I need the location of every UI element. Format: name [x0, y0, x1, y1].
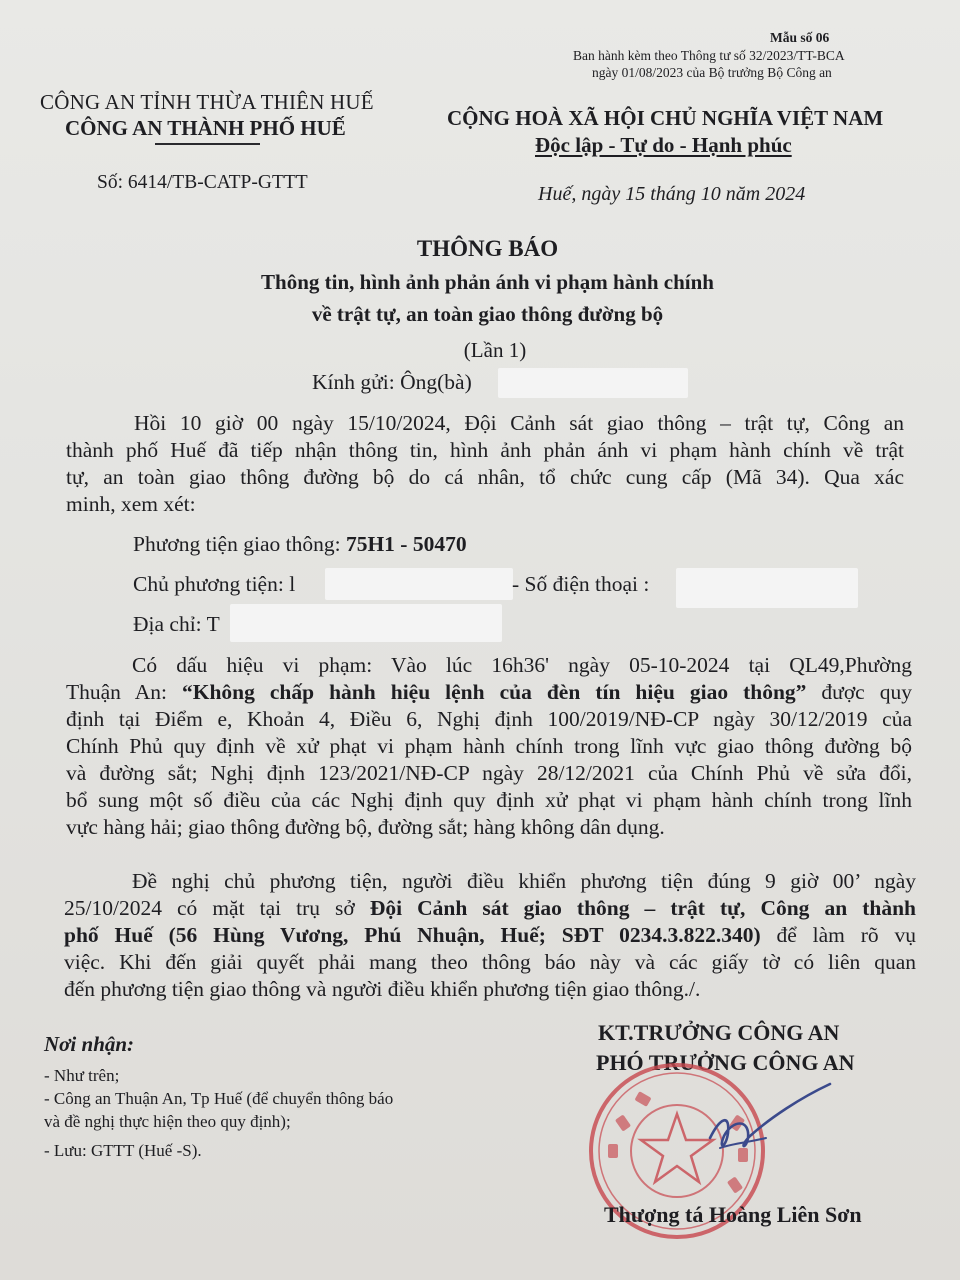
vehicle-line	[133, 532, 467, 557]
document-subtitle-1: Thông tin, hình ảnh phản ánh vi phạm hành chính	[261, 270, 714, 294]
violation-line: Có dấu hiệu vi phạm: Vào lúc 16h36' ngày 05-10-2024 tại QL49,Phường	[132, 653, 912, 677]
violation-line: bổ sung một số điều của các Nghị định quy định xử phạt vi phạm hành chính trong lĩnh	[66, 788, 912, 812]
request-unit: Đội Cảnh sát giao thông – trật tự, Công an thành	[369, 896, 916, 920]
phone-label: - Số điện thoại :	[512, 572, 650, 596]
violation-line: định tại Điểm e, Khoản 4, Điều 6, Nghị định 100/2019/NĐ-CP ngày 30/12/2019 của	[66, 707, 912, 731]
violation-location: Thuận An:	[66, 680, 182, 704]
request-date: 25/10/2024 có mặt tại trụ sở	[64, 896, 370, 920]
violation-line: và đường sắt; Nghị định 123/2021/NĐ-CP ngày 28/12/2021 của Chính Phủ về sửa đổi,	[66, 761, 912, 785]
redacted-owner-name	[325, 568, 513, 600]
document-subtitle-2: về trật tự, an toàn giao thông đường bộ	[311, 302, 664, 326]
violation-line	[66, 677, 912, 707]
form-number: Mẫu số 06	[770, 30, 830, 45]
recipients-item: - Lưu: GTTT (Huế -S).	[44, 1141, 202, 1160]
request-line	[64, 920, 916, 950]
document-round: (Lần 1)	[463, 338, 527, 362]
place-date: Huế, ngày 15 tháng 10 năm 2024	[538, 183, 806, 205]
agency-name: CÔNG AN THÀNH PHỐ HUẾ	[65, 116, 346, 140]
request-purpose: để làm rõ vụ	[760, 923, 916, 947]
vehicle-label: Phương tiện giao thông:	[133, 532, 346, 556]
intro-paragraph	[66, 408, 904, 519]
recipient-label: Kính gửi: Ông(bà)	[312, 370, 472, 394]
signature-title-1: KT.TRƯỞNG CÔNG AN	[598, 1020, 840, 1045]
violation-paragraph	[66, 650, 912, 842]
intro-line: Hồi 10 giờ 00 ngày 15/10/2024, Đội Cảnh sát giao thông – trật tự, Công an	[134, 411, 904, 435]
signer-name: Thượng tá Hoàng Liên Sơn	[604, 1202, 862, 1227]
document-number: Số: 6414/TB-CATP-GTTT	[97, 172, 308, 193]
violation-line: Chính Phủ quy định về xử phạt vi phạm hành chính trong lĩnh vực giao thông đường bộ	[66, 734, 912, 758]
nation-motto: Độc lập - Tự do - Hạnh phúc	[535, 133, 792, 157]
redacted-recipient-name	[498, 368, 688, 398]
signature-title-2: PHÓ TRƯỞNG CÔNG AN	[596, 1050, 855, 1075]
violation-line: vực hàng hải; giao thông đường bộ, đường sắt; hàng không dân dụng.	[66, 815, 665, 839]
form-issued-line2: ngày 01/08/2023 của Bộ trưởng Bộ Công an	[592, 65, 832, 80]
recipients-item: và đề nghị thực hiện theo quy định);	[44, 1112, 291, 1131]
intro-line: tự, an toàn giao thông đường bộ do cá nhân, tổ chức cung cấp (Mã 34). Qua xác	[66, 465, 904, 489]
document-title: THÔNG BÁO	[416, 236, 559, 261]
request-line: Đề nghị chủ phương tiện, người điều khiển phương tiện đúng 9 giờ 00’ ngày	[132, 869, 916, 893]
intro-line: thành phố Huế đã tiếp nhận thông tin, hình ảnh phản ánh vi phạm hành chính về trật	[66, 438, 904, 462]
address-visible-char: T	[206, 612, 220, 636]
address-label: Địa chỉ:	[133, 612, 207, 636]
recipients-item: - Như trên;	[44, 1066, 120, 1085]
recipients-item: - Công an Thuận An, Tp Huế (để chuyển thông báo	[44, 1089, 394, 1108]
recipients-heading: Nơi nhận:	[44, 1032, 135, 1056]
agency-underline	[155, 143, 260, 145]
nation-name: CỘNG HOÀ XÃ HỘI CHỦ NGHĨA VIỆT NAM	[447, 106, 884, 130]
vehicle-plate: 75H1 - 50470	[345, 532, 467, 556]
violation-line-end: được quy	[806, 680, 912, 704]
redacted-phone	[676, 568, 858, 608]
intro-line: minh, xem xét:	[66, 492, 196, 516]
redacted-address	[230, 604, 502, 642]
form-issued-line1: Ban hành kèm theo Thông tư số 32/2023/TT-BCA	[573, 48, 845, 63]
violation-offence: “Không chấp hành hiệu lệnh của đèn tín hiệu giao thông”	[182, 680, 807, 704]
request-line: đến phương tiện giao thông và người điều khiển phương tiện giao thông./.	[64, 977, 701, 1001]
request-line: việc. Khi đến giải quyết phải mang theo thông báo này và các giấy tờ có liên quan	[64, 950, 916, 974]
owner-visible-char: l	[289, 572, 296, 596]
request-line	[64, 893, 916, 923]
request-address: phố Huế (56 Hùng Vương, Phú Nhuận, Huế; SĐT 0234.3.822.340)	[64, 923, 761, 947]
owner-label: Chủ phương tiện:	[133, 572, 290, 596]
handwritten-signature	[690, 1078, 840, 1178]
agency-parent: CÔNG AN TỈNH THỪA THIÊN HUẾ	[40, 90, 374, 114]
request-paragraph	[64, 866, 916, 1004]
address-label-line	[133, 612, 220, 637]
owner-label-line	[133, 572, 295, 597]
